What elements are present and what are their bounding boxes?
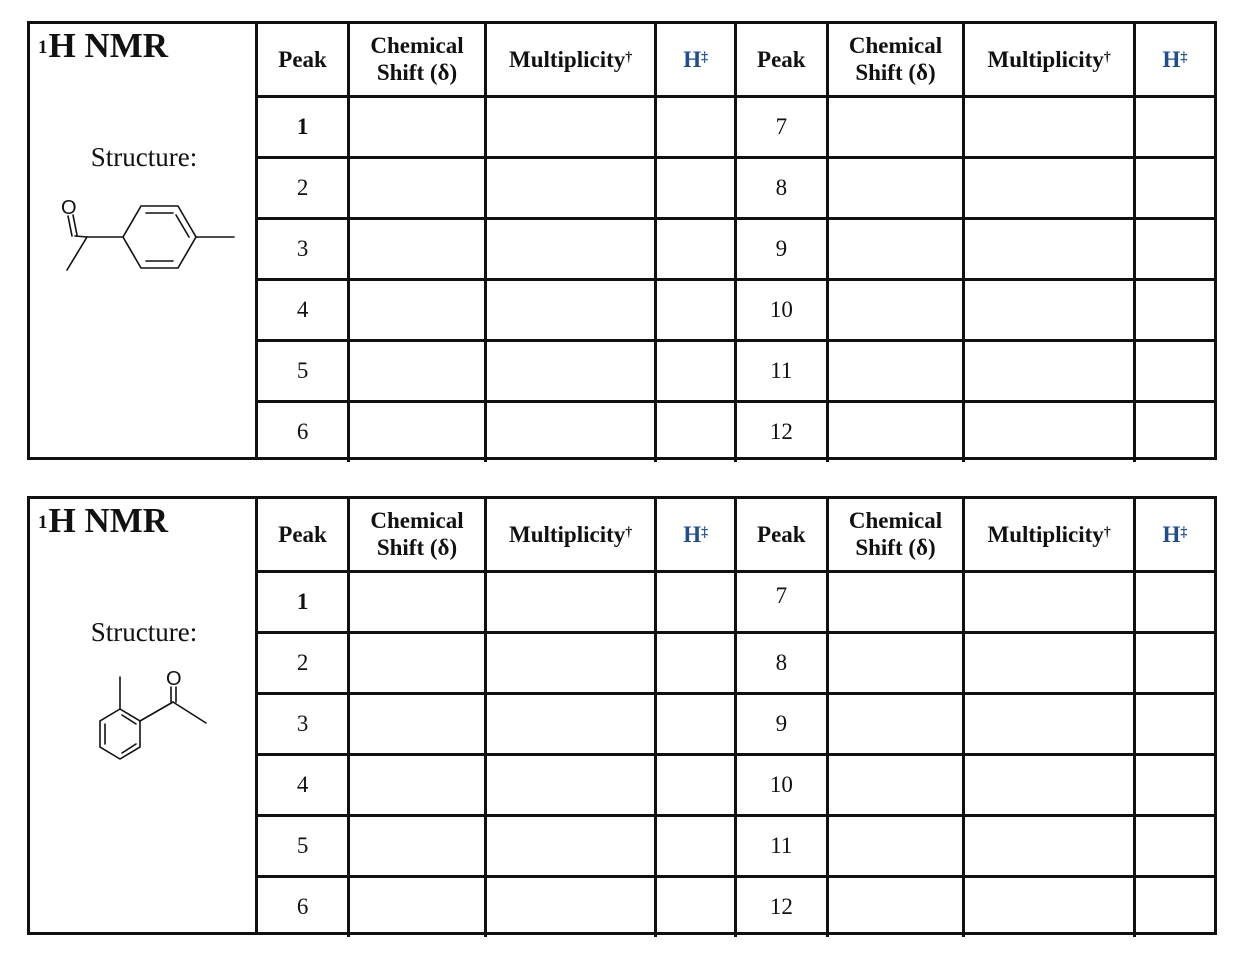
multiplicity-cell[interactable] bbox=[964, 815, 1135, 876]
peak-number: 12 bbox=[736, 401, 828, 462]
hydrogen-count-cell[interactable] bbox=[1134, 815, 1214, 876]
multiplicity-cell[interactable] bbox=[485, 754, 656, 815]
peak-number: 1 bbox=[258, 96, 349, 157]
chemical-shift-header: Chemical Shift (δ) bbox=[349, 499, 486, 571]
hydrogen-count-cell[interactable] bbox=[1134, 157, 1214, 218]
multiplicity-cell[interactable] bbox=[964, 218, 1135, 279]
hydrogen-count-cell[interactable] bbox=[656, 632, 736, 693]
table-row bbox=[258, 96, 1214, 157]
hydrogen-count-cell[interactable] bbox=[1134, 876, 1214, 937]
multiplicity-cell[interactable] bbox=[964, 632, 1135, 693]
peak-number: 7 bbox=[736, 96, 828, 157]
table-row bbox=[258, 157, 1214, 218]
isotope-superscript: 1 bbox=[38, 37, 48, 58]
chemical-shift-cell[interactable] bbox=[349, 218, 486, 279]
peak-header: Peak bbox=[736, 499, 828, 571]
isotope-superscript: 1 bbox=[38, 512, 48, 533]
multiplicity-cell[interactable] bbox=[964, 754, 1135, 815]
multiplicity-cell[interactable] bbox=[485, 693, 656, 754]
multiplicity-cell[interactable] bbox=[485, 632, 656, 693]
peak-number: 9 bbox=[736, 218, 828, 279]
table-row bbox=[258, 754, 1214, 815]
multiplicity-cell[interactable] bbox=[485, 218, 656, 279]
hydrogen-count-cell[interactable] bbox=[1134, 693, 1214, 754]
peak-number: 12 bbox=[736, 876, 828, 937]
hydrogen-count-cell[interactable] bbox=[1134, 218, 1214, 279]
chemical-shift-header: Chemical Shift (δ) bbox=[827, 499, 964, 571]
peak-number: 5 bbox=[258, 340, 349, 401]
table-row bbox=[258, 876, 1214, 937]
peak-number: 10 bbox=[736, 279, 828, 340]
multiplicity-cell[interactable] bbox=[485, 96, 656, 157]
chemical-shift-cell[interactable] bbox=[827, 340, 964, 401]
multiplicity-cell[interactable] bbox=[964, 401, 1135, 462]
multiplicity-cell[interactable] bbox=[964, 340, 1135, 401]
multiplicity-header: Multiplicity† bbox=[964, 499, 1135, 571]
chemical-shift-cell[interactable] bbox=[827, 157, 964, 218]
nmr-title-text: H NMR bbox=[48, 501, 169, 540]
table-row bbox=[258, 401, 1214, 462]
chemical-shift-cell[interactable] bbox=[827, 754, 964, 815]
peak-number: 6 bbox=[258, 876, 349, 937]
peak-number: 9 bbox=[736, 693, 828, 754]
peak-table bbox=[258, 499, 1214, 937]
multiplicity-cell[interactable] bbox=[485, 340, 656, 401]
hydrogen-count-cell[interactable] bbox=[1134, 571, 1214, 632]
peak-number: 2 bbox=[258, 632, 349, 693]
hydrogen-count-cell[interactable] bbox=[656, 754, 736, 815]
table-row bbox=[258, 815, 1214, 876]
peak-number: 10 bbox=[736, 754, 828, 815]
table-header-row bbox=[258, 499, 1214, 571]
peak-number: 7 bbox=[736, 571, 828, 632]
multiplicity-cell[interactable] bbox=[485, 279, 656, 340]
chemical-shift-cell[interactable] bbox=[349, 157, 486, 218]
chemical-shift-cell[interactable] bbox=[827, 632, 964, 693]
multiplicity-cell[interactable] bbox=[964, 571, 1135, 632]
nmr-worksheet-2 bbox=[27, 496, 1217, 935]
multiplicity-cell[interactable] bbox=[485, 157, 656, 218]
multiplicity-cell[interactable] bbox=[485, 815, 656, 876]
chemical-shift-header: Chemical Shift (δ) bbox=[349, 24, 486, 96]
peak-number: 4 bbox=[258, 279, 349, 340]
chemical-shift-cell[interactable] bbox=[349, 754, 486, 815]
chemical-shift-cell[interactable] bbox=[827, 279, 964, 340]
hydrogen-count-cell[interactable] bbox=[1134, 96, 1214, 157]
peak-number: 11 bbox=[736, 815, 828, 876]
hydrogen-count-cell[interactable] bbox=[656, 571, 736, 632]
table-row bbox=[258, 340, 1214, 401]
multiplicity-cell[interactable] bbox=[964, 96, 1135, 157]
peak-number: 8 bbox=[736, 157, 828, 218]
multiplicity-cell[interactable] bbox=[485, 876, 656, 937]
chemical-shift-cell[interactable] bbox=[827, 815, 964, 876]
chemical-shift-cell[interactable] bbox=[349, 340, 486, 401]
peak-header: Peak bbox=[258, 24, 349, 96]
chemical-shift-cell[interactable] bbox=[349, 96, 486, 157]
multiplicity-header: Multiplicity† bbox=[485, 24, 656, 96]
peak-header: Peak bbox=[736, 24, 828, 96]
hydrogen-count-cell[interactable] bbox=[656, 815, 736, 876]
chemical-shift-cell[interactable] bbox=[827, 401, 964, 462]
nmr-title-text: H NMR bbox=[48, 26, 169, 65]
hydrogen-count-cell[interactable] bbox=[656, 96, 736, 157]
nmr-title bbox=[38, 26, 168, 66]
chemical-shift-cell[interactable] bbox=[349, 401, 486, 462]
multiplicity-cell[interactable] bbox=[485, 401, 656, 462]
peak-number: 3 bbox=[258, 218, 349, 279]
hydrogen-count-cell[interactable] bbox=[1134, 340, 1214, 401]
table-row bbox=[258, 693, 1214, 754]
structure-label: Structure: bbox=[90, 142, 198, 172]
hydrogen-count-cell[interactable] bbox=[656, 157, 736, 218]
molecule-4-methylacetophenone bbox=[50, 190, 240, 280]
chemical-shift-cell[interactable] bbox=[349, 815, 486, 876]
table-row bbox=[258, 279, 1214, 340]
peak-number: 8 bbox=[736, 632, 828, 693]
peak-number: 4 bbox=[258, 754, 349, 815]
multiplicity-cell[interactable] bbox=[964, 876, 1135, 937]
chemical-shift-cell[interactable] bbox=[349, 279, 486, 340]
structure-label: Structure: bbox=[90, 617, 198, 647]
hydrogen-count-cell[interactable] bbox=[656, 401, 736, 462]
chemical-shift-cell[interactable] bbox=[349, 632, 486, 693]
oxygen-atom-label: O bbox=[61, 197, 77, 219]
hydrogen-count-header: H‡ bbox=[656, 499, 736, 571]
structure-panel bbox=[30, 24, 258, 457]
table-row bbox=[258, 632, 1214, 693]
multiplicity-header: Multiplicity† bbox=[964, 24, 1135, 96]
hydrogen-count-cell[interactable] bbox=[656, 693, 736, 754]
chemical-shift-cell[interactable] bbox=[349, 876, 486, 937]
peak-number: 6 bbox=[258, 401, 349, 462]
multiplicity-cell[interactable] bbox=[964, 279, 1135, 340]
peak-table bbox=[258, 24, 1214, 462]
hydrogen-count-header: H‡ bbox=[1134, 499, 1214, 571]
nmr-title bbox=[38, 501, 168, 541]
chemical-shift-cell[interactable] bbox=[827, 218, 964, 279]
peak-number: 11 bbox=[736, 340, 828, 401]
hydrogen-count-header: H‡ bbox=[656, 24, 736, 96]
peak-number: 2 bbox=[258, 157, 349, 218]
chemical-shift-cell[interactable] bbox=[827, 571, 964, 632]
chemical-shift-cell[interactable] bbox=[827, 693, 964, 754]
hydrogen-count-cell[interactable] bbox=[1134, 632, 1214, 693]
hydrogen-count-header: H‡ bbox=[1134, 24, 1214, 96]
table-header-row bbox=[258, 24, 1214, 96]
peak-number: 5 bbox=[258, 815, 349, 876]
chemical-shift-cell[interactable] bbox=[349, 571, 486, 632]
chemical-shift-cell[interactable] bbox=[827, 96, 964, 157]
multiplicity-cell[interactable] bbox=[964, 693, 1135, 754]
peak-number: 3 bbox=[258, 693, 349, 754]
multiplicity-cell[interactable] bbox=[485, 571, 656, 632]
oxygen-atom-label: O bbox=[166, 668, 182, 690]
structure-panel bbox=[30, 499, 258, 932]
hydrogen-count-cell[interactable] bbox=[656, 340, 736, 401]
molecule-2-methylacetophenone bbox=[80, 667, 210, 779]
multiplicity-header: Multiplicity† bbox=[485, 499, 656, 571]
table-row bbox=[258, 571, 1214, 632]
hydrogen-count-cell[interactable] bbox=[656, 279, 736, 340]
hydrogen-count-cell[interactable] bbox=[656, 218, 736, 279]
chemical-shift-cell[interactable] bbox=[827, 876, 964, 937]
hydrogen-count-cell[interactable] bbox=[1134, 754, 1214, 815]
chemical-shift-header: Chemical Shift (δ) bbox=[827, 24, 964, 96]
nmr-worksheet-1 bbox=[27, 21, 1217, 460]
table-row bbox=[258, 218, 1214, 279]
hydrogen-count-cell[interactable] bbox=[656, 876, 736, 937]
chemical-shift-cell[interactable] bbox=[349, 693, 486, 754]
hydrogen-count-cell[interactable] bbox=[1134, 401, 1214, 462]
peak-number: 1 bbox=[258, 571, 349, 632]
hydrogen-count-cell[interactable] bbox=[1134, 279, 1214, 340]
peak-header: Peak bbox=[258, 499, 349, 571]
multiplicity-cell[interactable] bbox=[964, 157, 1135, 218]
